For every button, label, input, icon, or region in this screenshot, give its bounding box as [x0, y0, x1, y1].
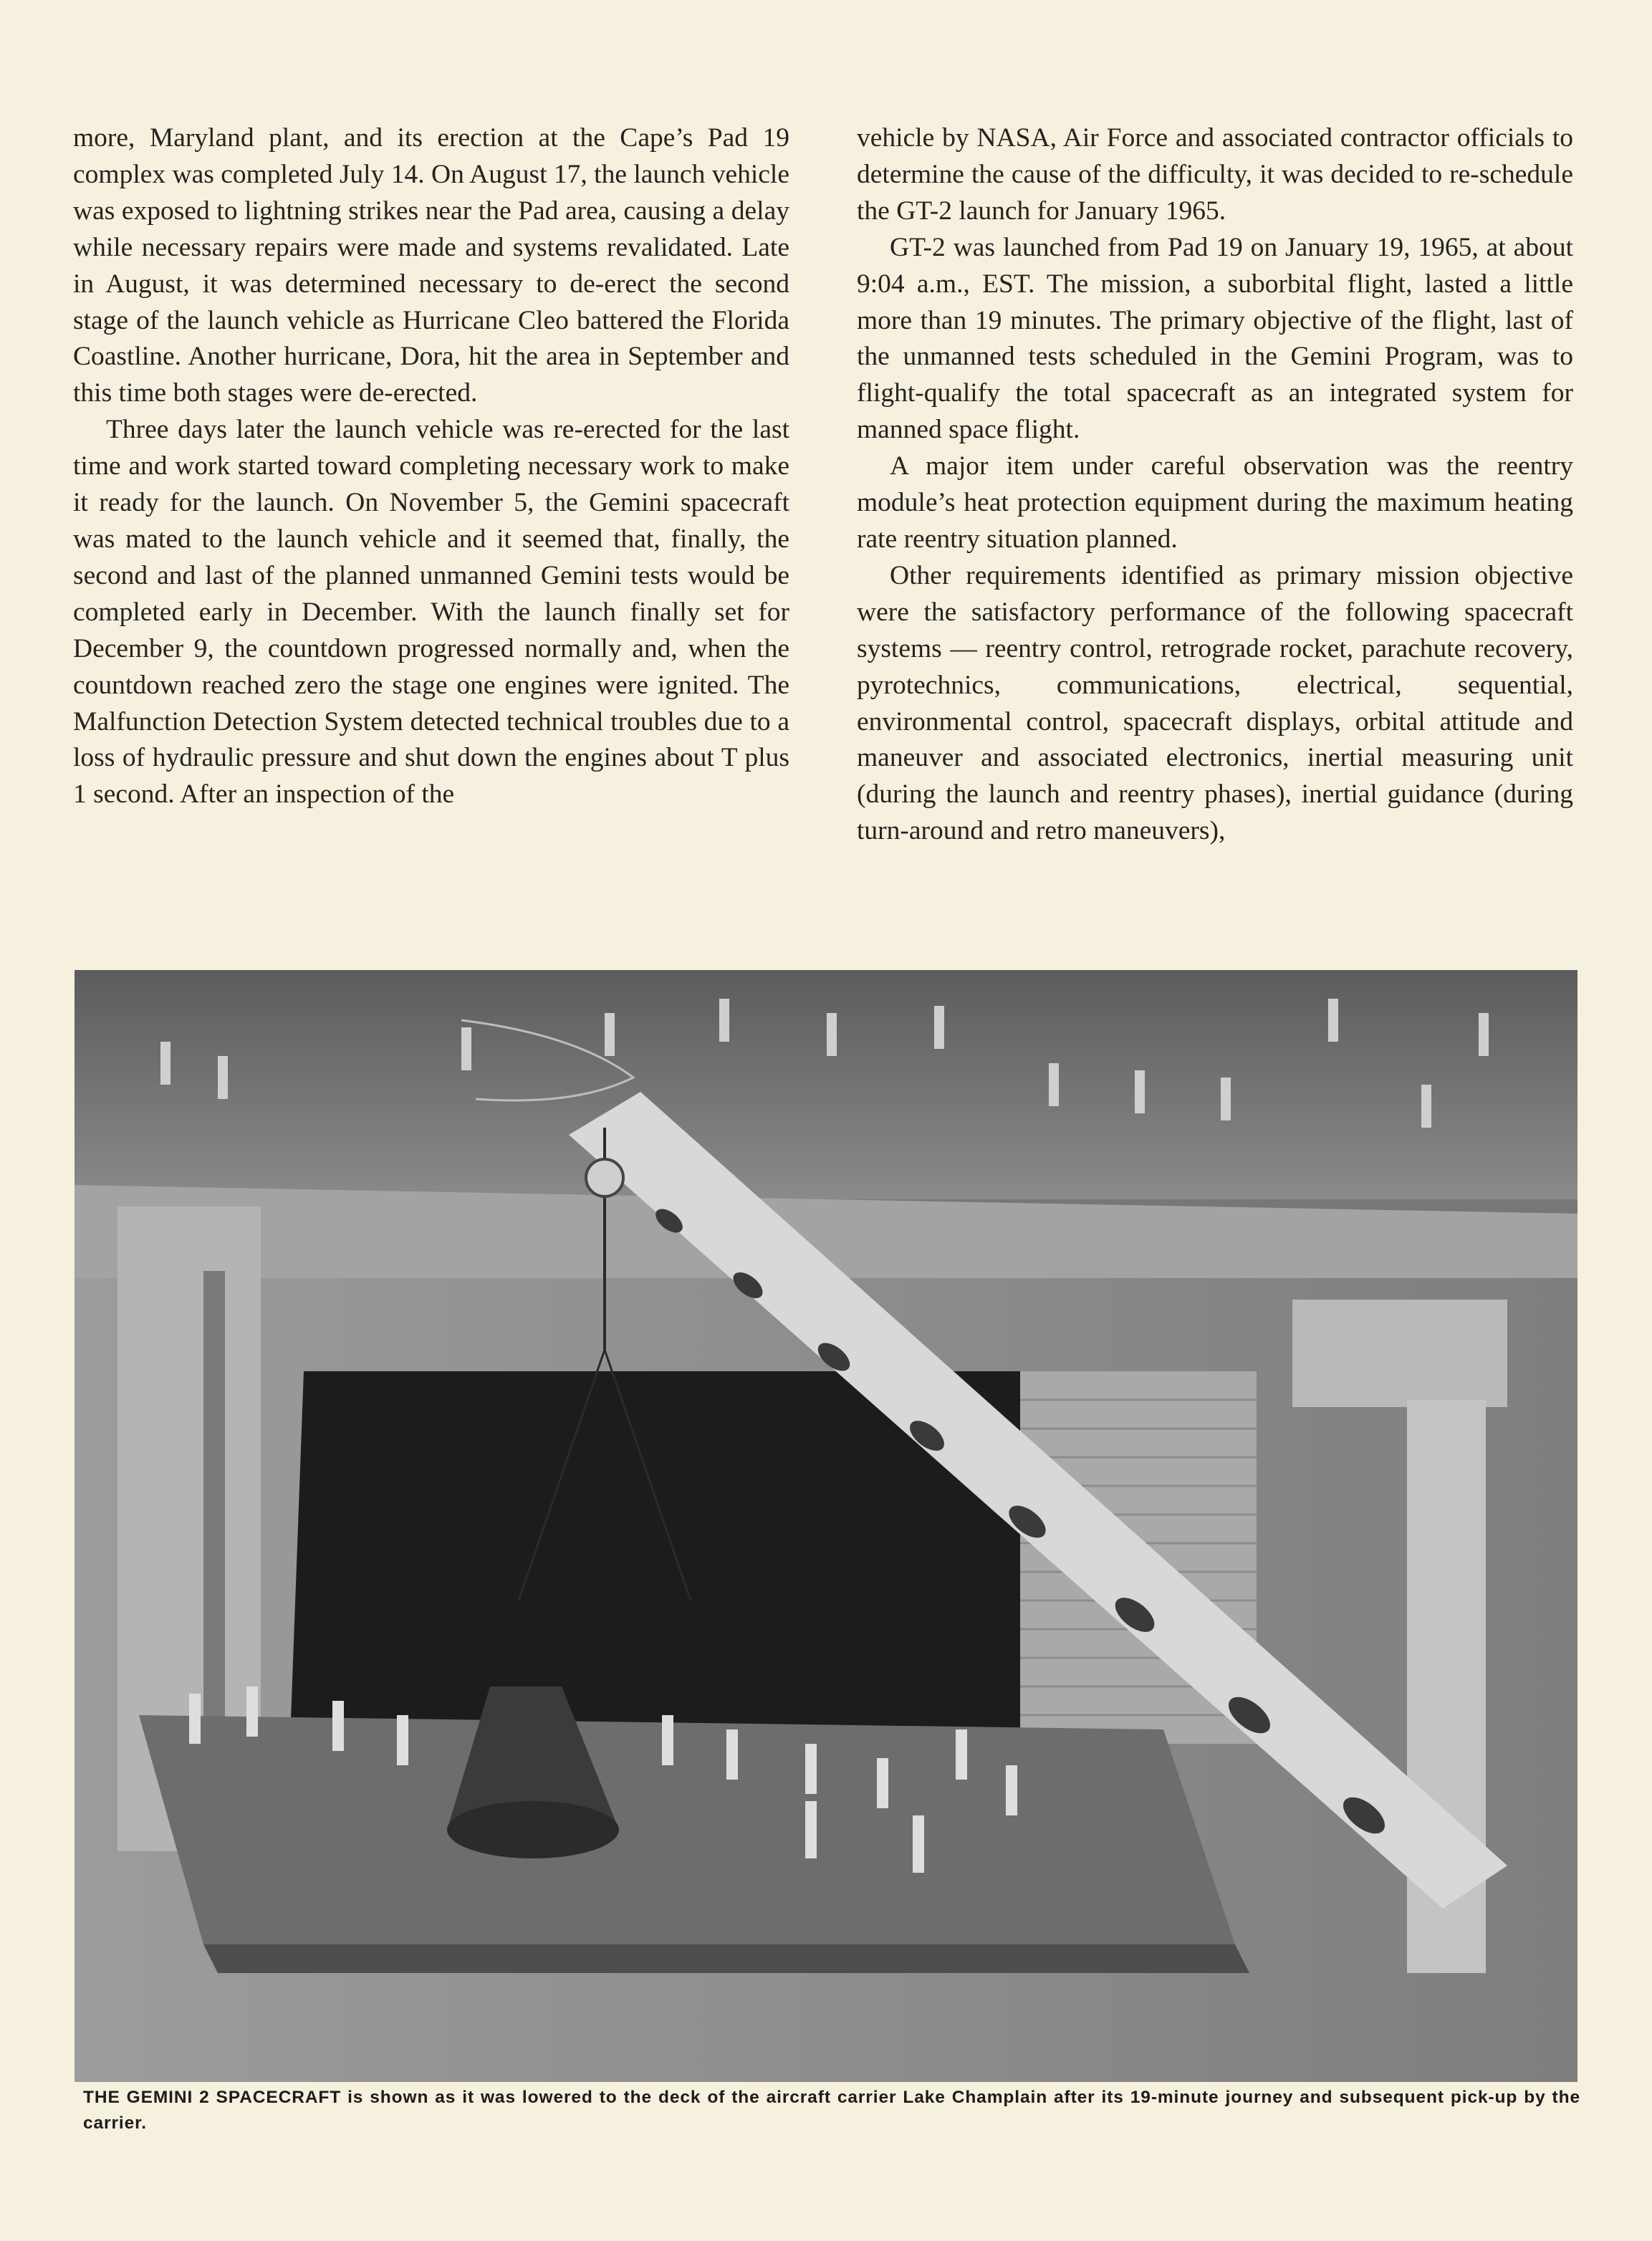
paragraph: Other requirements identified as primary mission objective were the satisfactory performance of the following spacecraft systems — reentry control, retrograde rocket, parachute recovery, pyrotechnics, communications, electrical, sequential, environmental control, spacecraft displays, orbital attitude and maneuver and associated electronics, inertial measuring unit (during the launch and reentry phases), inertial guidance (during turn-around and retro maneuvers), [857, 560, 1573, 846]
paragraph: A major item under careful observation was the reentry module’s heat protection equipment during the maximum heating rate reentry situation planned. [857, 451, 1573, 554]
paragraph: more, Maryland plant, and its erection at the Cape’s Pad 19 complex was completed July 14. On August 17, the launch vehicle was exposed to lightning strikes near the Pad area, causing a delay while necessary repairs were made and systems revalidated. Late in August, it was determined necessary to de-erect the second stage of the launch vehicle as Hurricane Cleo battered the Florida Coastline. Another hurricane, Dora, hit the area in September and this time both stages were de-erected. [73, 123, 789, 408]
paragraph: Three days later the launch vehicle was re-erected for the last time and work started toward completing necessary work to make it ready for the launch. On November 5, the Gemini spacecraft was mated to the launch vehicle and it seemed that, finally, the second and last of the planned unmanned Gemini tests would be completed early in December. With the launch finally set for December 9, the countdown progressed normally and, when the countdown reached zero the stage one engines were ignited. The Malfunction Detection System detected technical troubles due to a loss of hydraulic pressure and shut down the engines about T plus 1 second. After an inspection of the [73, 415, 789, 810]
text-column-left [73, 120, 789, 813]
text-column-right [857, 120, 1573, 850]
paragraph: vehicle by NASA, Air Force and associated contractor officials to determine the cause of the difficulty, it was decided to re-schedule the GT-2 launch for January 1965. [857, 123, 1573, 226]
photo-caption: THE GEMINI 2 SPACECRAFT is shown as it was lowered to the deck of the aircraft carrier Lake Champlain after its 19-minute journey and subsequent pick-up by the carrier. [83, 2088, 1580, 2133]
photo-illustration [75, 970, 1577, 2082]
carrier-recovery-photo [75, 970, 1577, 2082]
paragraph: GT-2 was launched from Pad 19 on January 19, 1965, at about 9:04 a.m., EST. The mission, a suborbital flight, lasted a little more than 19 minutes. The primary objective of the flight, last of the unmanned tests scheduled in the Gemini Program, was to flight-qualify the total spacecraft as an integrated system for manned space flight. [857, 232, 1573, 445]
